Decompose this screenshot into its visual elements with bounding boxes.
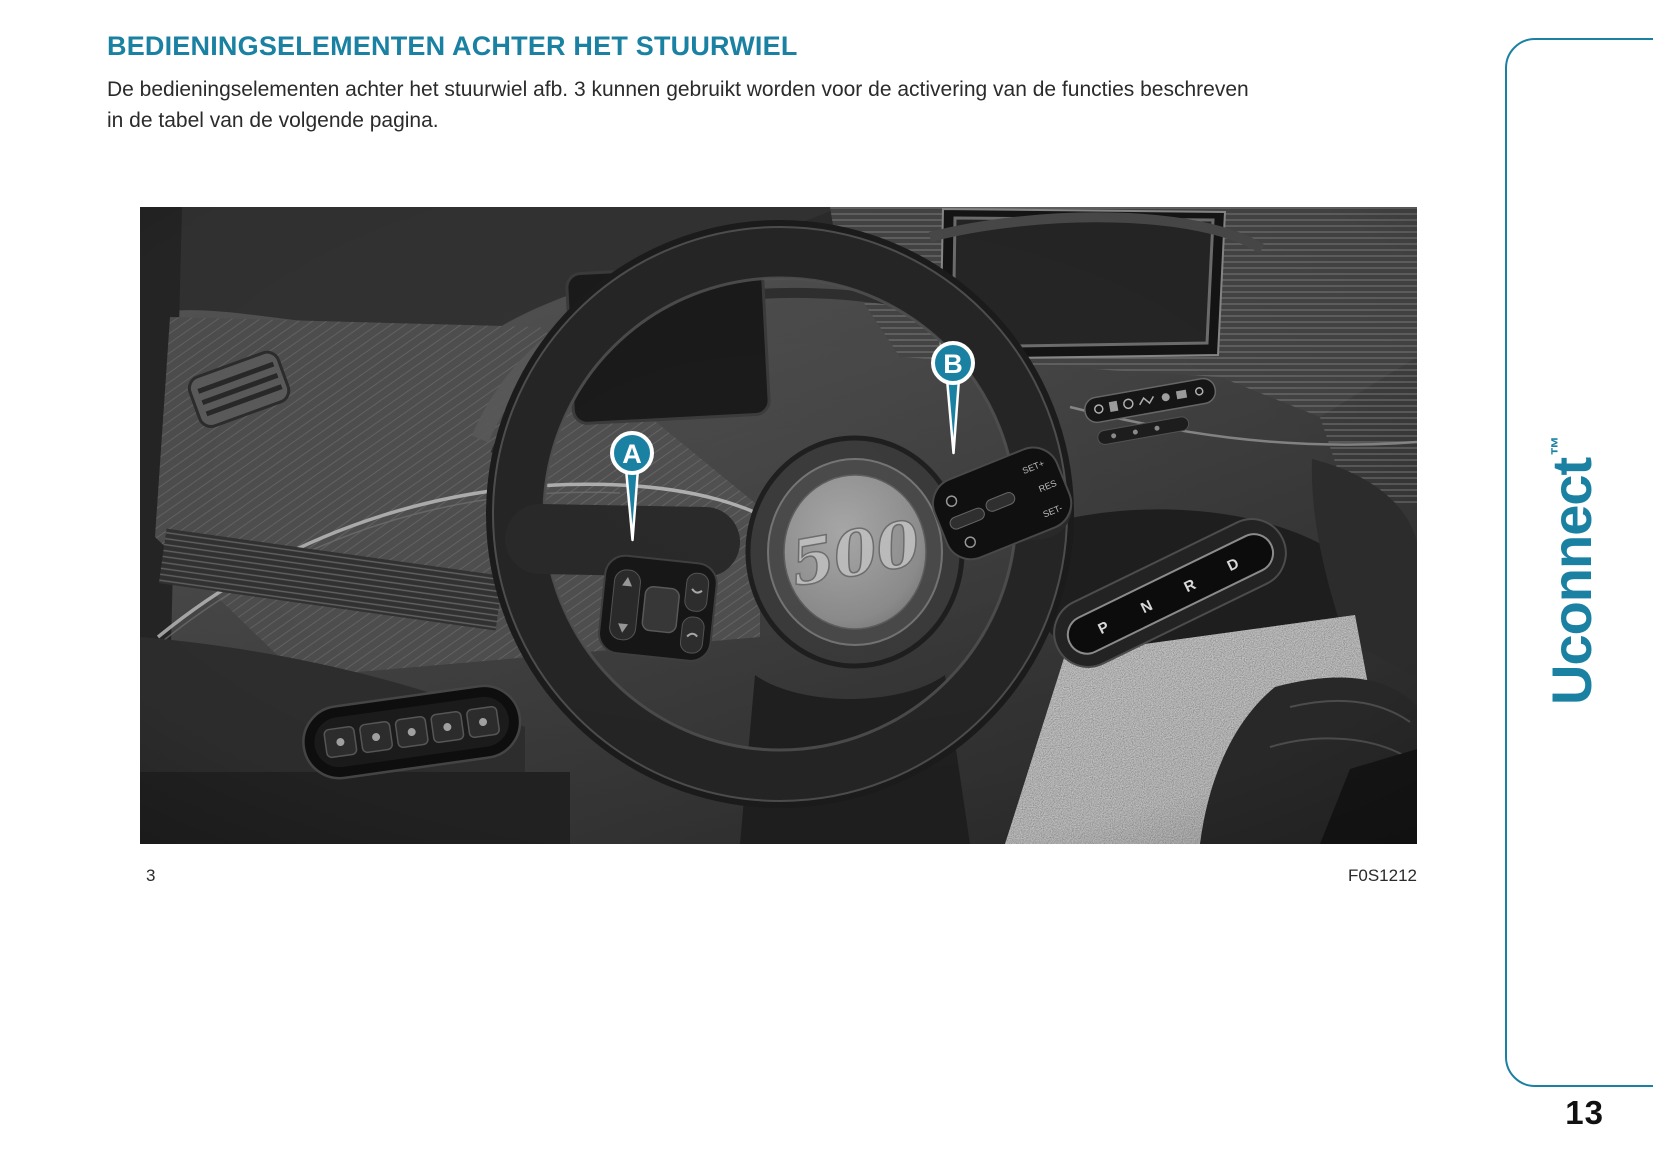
figure-caption-row [140, 866, 1417, 886]
dashboard-photo [140, 207, 1417, 844]
chapter-sidebar-label [1541, 435, 1603, 705]
page-title: BEDIENINGSELEMENTEN ACHTER HET STUURWIEL [107, 31, 798, 61]
figure-number: 3 [146, 866, 156, 885]
figure-code: F0S1212 [1348, 866, 1417, 885]
uconnect-brand: Uconnect [1540, 457, 1603, 705]
callout-a-label: A [622, 439, 642, 469]
body-text [107, 74, 1249, 136]
trademark-symbol: ™ [1548, 435, 1570, 456]
body-line-1: De bedieningselementen achter het stuurwiel afb. 3 kunnen gebruikt worden voor de activering van de functies beschreven [107, 78, 1249, 101]
page-number: 13 [1565, 1094, 1604, 1131]
callout-b-label: B [943, 349, 963, 379]
body-line-2: in de tabel van de volgende pagina. [107, 109, 439, 132]
